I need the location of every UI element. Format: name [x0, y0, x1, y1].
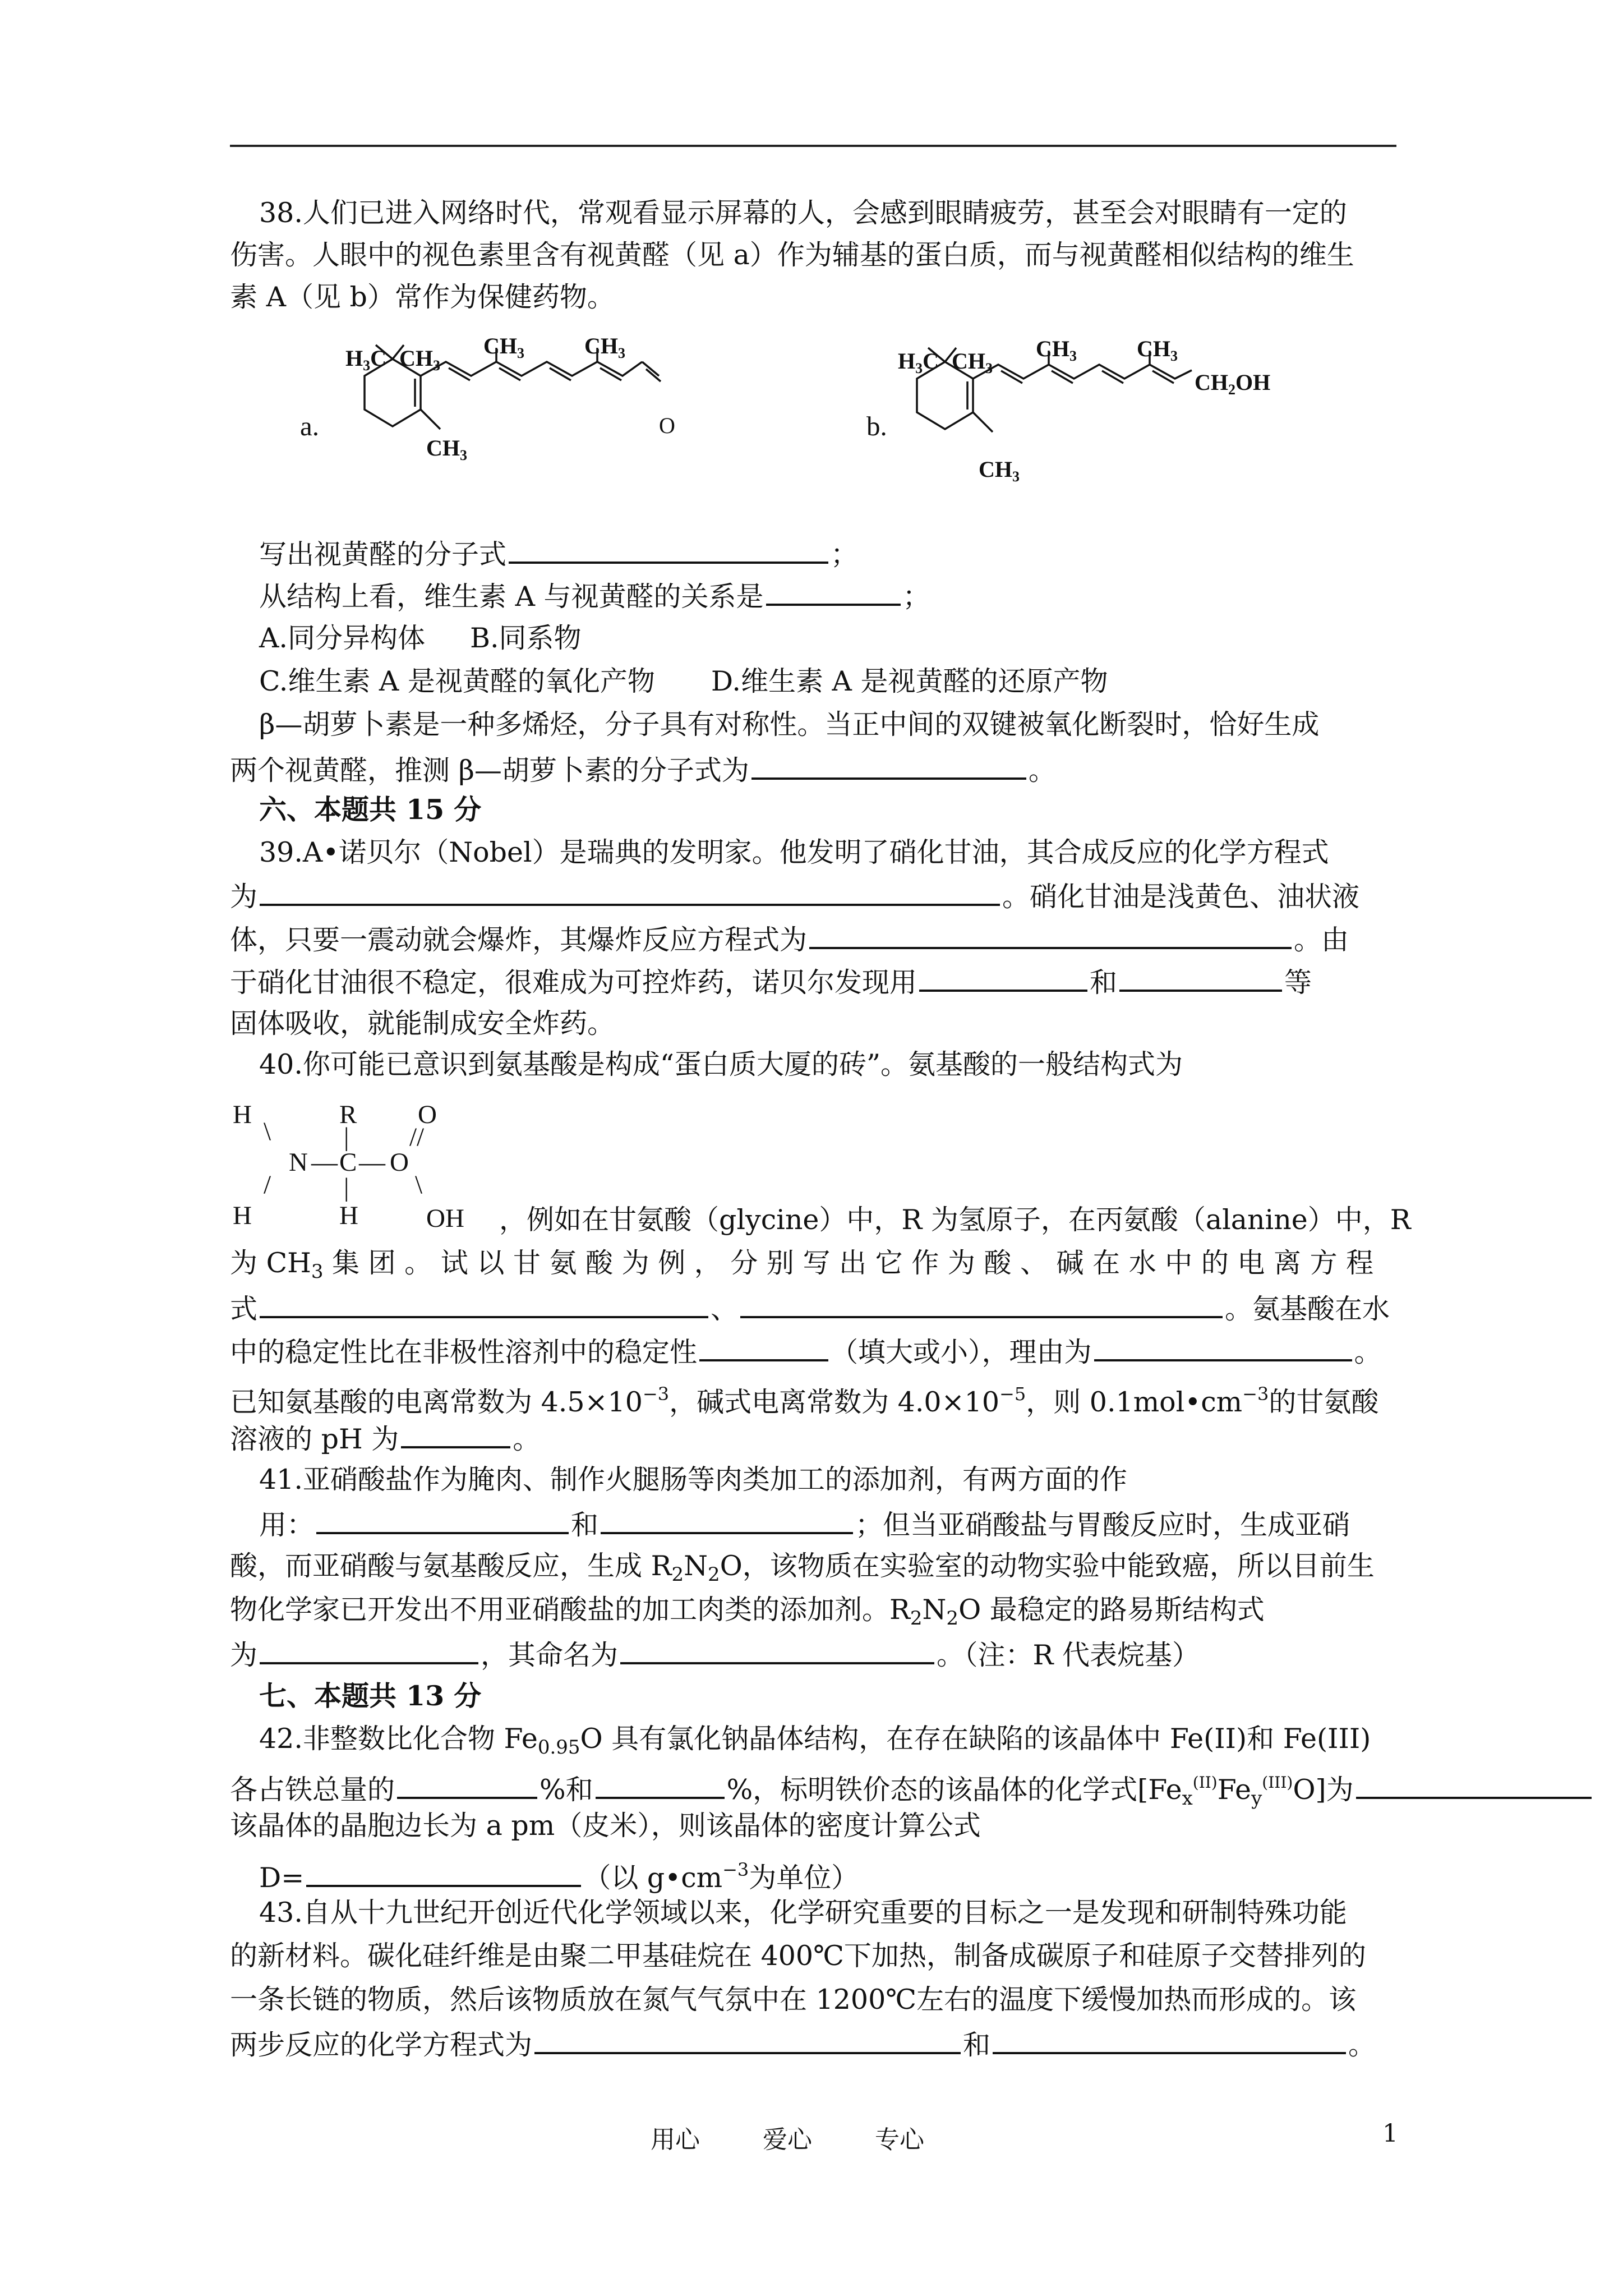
answer-blank-fe3-percent[interactable]: [596, 1771, 725, 1799]
page-number: 1: [1382, 2119, 1398, 2148]
q43-line2: 的新材料。碳化硅纤维是由聚二甲基硅烷在 400℃下加热，制备成碳原子和硅原子交替排列的: [230, 1940, 1366, 1972]
q38-s4: 两个视黄醛，推测 β—胡萝卜素的分子式为 。: [230, 752, 1056, 788]
q41-line3: 酸，而亚硝酸与氨基酸反应，生成 $R_2N_2O$，该物质在实验室的动物实验中能致癌，所以目前生: [230, 1550, 1375, 1586]
q40-line6: 已知氨基酸的电离常数为 $4.5\times 10^{-3}$，碱式电离常数为 $4.0\times 10^{-5}$，则 $0.1mol•cm^{-3}$的甘氨酸: [230, 1383, 1379, 1418]
answer-blank-crystal-formula[interactable]: [1356, 1771, 1592, 1799]
q39-line2: 为 。硝化甘油是浅黄色、油状液: [230, 878, 1359, 914]
header-rule: [230, 145, 1396, 147]
answer-blank-density-formula[interactable]: [306, 1859, 581, 1887]
svg-text:CH2OH: $CH_2OH$: [1195, 370, 1271, 398]
q42-line3: 该晶体的晶胞边长为 a pm（皮米），则该晶体的密度计算公式: [230, 1810, 981, 1842]
q41-line4: 物化学家已开发出不用亚硝酸盐的加工肉类的添加剂。$R_2N_2O$ 最稳定的路易斯结构式: [230, 1594, 1265, 1630]
q40-line4: 式 、 。氨基酸在水: [230, 1290, 1390, 1326]
q42-line1: 42.非整数比化合物 $Fe_{0.95}O$ 具有氯化钠晶体结构，在存在缺陷的该晶体中 Fe(II)和 Fe(III): [259, 1723, 1371, 1759]
svg-text:CH3: $CH_3$: [1036, 336, 1077, 364]
q41-line2: 用： 和 ；但当亚硝酸盐与胃酸反应时，生成亚硝: [259, 1506, 1350, 1542]
option-a: A.同分异构体: [259, 622, 425, 654]
vitamin-a-structure: [883, 331, 1298, 499]
q38-line3: 素 A（见 b）常作为保健药物。: [230, 281, 615, 313]
q43-line1: 43.自从十九世纪开创近代化学领域以来，化学研究重要的目标之一是发现和研制特殊功能: [259, 1897, 1347, 1929]
svg-text:CH3: $CH_3$: [426, 435, 467, 463]
answer-blank-retinal-formula[interactable]: [509, 536, 828, 564]
q42-line4: D= （以 $g•cm^{-3}$为单位）: [259, 1859, 859, 1894]
answer-blank-role-2[interactable]: [601, 1506, 853, 1534]
footer-motto-3: 专心: [875, 2125, 924, 2154]
q39-line4: 于硝化甘油很不稳定，很难成为可控炸药，诺贝尔发现用 和 等: [230, 964, 1312, 1000]
q38-line2: 伤害。人眼中的视色素里含有视黄醛（见 a）作为辅基的蛋白质，而与视黄醛相似结构的维生: [230, 239, 1354, 271]
q39-line5: 固体吸收，就能制成安全炸药。: [230, 1007, 615, 1039]
q39-line3: 体，只要一震动就会爆炸，其爆炸反应方程式为 。由: [230, 921, 1349, 957]
q43-line3: 一条长链的物质，然后该物质放在氮气气氛中在 1200℃左右的温度下缓慢加热而形成的。该: [230, 1984, 1357, 2016]
svg-text:CH3: $CH_3$: [979, 457, 1020, 485]
answer-blank-synthesis-equation[interactable]: [260, 878, 1000, 906]
answer-blank-acid-ionization[interactable]: [260, 1290, 708, 1318]
q40-line7: 溶液的 pH 为 。: [230, 1420, 540, 1456]
q38-line1: 38.人们已进入网络时代，常观看显示屏幕的人，会感到眼睛疲劳，甚至会对眼睛有一定的: [259, 197, 1347, 229]
section-7-heading: 七、本题共 13 分: [259, 1680, 482, 1712]
q40-line1: 40.你可能已意识到氨基酸是构成“蛋白质大厦的砖”。氨基酸的一般结构式为: [259, 1048, 1183, 1080]
answer-blank-relation[interactable]: [766, 578, 901, 606]
answer-blank-reason[interactable]: [1094, 1333, 1352, 1361]
svg-text:CH3: $CH_3$: [952, 348, 993, 376]
q40-line5: 中的稳定性比在非极性溶剂中的稳定性 （填大或小），理由为 。: [230, 1333, 1382, 1369]
answer-blank-fe2-percent[interactable]: [397, 1771, 537, 1799]
option-b: B.同系物: [469, 622, 582, 654]
svg-text:CH3: $CH_3$: [584, 333, 625, 361]
label-b: b.: [866, 411, 887, 441]
q39-line1: 39.A•诺贝尔（Nobel）是瑞典的发明家。他发明了硝化甘油，其合成反应的化学方程式: [259, 836, 1329, 868]
q41-line1: 41.亚硝酸盐作为腌肉、制作火腿肠等肉类加工的添加剂，有两方面的作: [259, 1464, 1127, 1496]
footer-motto-2: 爱心: [763, 2125, 812, 2154]
svg-text:O: O: [659, 413, 675, 438]
svg-text:H3C: $H_3C$: [345, 346, 387, 374]
answer-blank-carotene-formula[interactable]: [751, 752, 1026, 780]
answer-blank-absorbent-2[interactable]: [1119, 964, 1282, 992]
q38-s1: 写出视黄醛的分子式 ；: [259, 536, 858, 572]
option-c: C.维生素 A 是视黄醛的氧化产物: [259, 665, 655, 697]
answer-blank-explosion-equation[interactable]: [809, 921, 1292, 949]
q38-s3: β—胡萝卜素是一种多烯烃，分子具有对称性。当正中间的双键被氧化断裂时，恰好生成: [259, 708, 1320, 740]
answer-blank-step1-equation[interactable]: [534, 2026, 961, 2054]
option-d: D.维生素 A 是视黄醛的还原产物: [711, 665, 1108, 697]
q38-options-ab: [259, 622, 582, 655]
q40-line2: ，例如在甘氨酸（glycine）中，R 为氢原子，在丙氨酸（alanine）中，R: [499, 1204, 1411, 1236]
amino-acid-general-structure: H R O \ | // N — C — O / | \ H H OH: [233, 1100, 464, 1233]
answer-blank-stability[interactable]: [699, 1333, 828, 1361]
q41-line5: 为 ，其命名为 。（注：R 代表烷基）: [230, 1636, 1200, 1672]
answer-blank-role-1[interactable]: [316, 1506, 569, 1534]
q38-options-cd: [259, 665, 1108, 698]
section-6-heading: 六、本题共 15 分: [259, 793, 482, 826]
q43-line4: 两步反应的化学方程式为 和 。: [230, 2026, 1376, 2062]
footer-motto-1: 用心: [651, 2125, 700, 2154]
answer-blank-base-ionization[interactable]: [740, 1290, 1223, 1318]
svg-text:CH3: $CH_3$: [483, 333, 524, 361]
retinal-structure: [336, 331, 751, 499]
answer-blank-ph[interactable]: [401, 1420, 510, 1448]
svg-text:CH3: $CH_3$: [1137, 336, 1178, 364]
answer-blank-lewis-structure[interactable]: [260, 1636, 478, 1664]
answer-blank-compound-name[interactable]: [620, 1636, 934, 1664]
q38-s2: 从结构上看，维生素 A 与视黄醛的关系是 ；: [259, 578, 930, 614]
svg-text:CH3: $CH_3$: [399, 346, 440, 374]
answer-blank-step2-equation[interactable]: [993, 2026, 1346, 2054]
answer-blank-absorbent-1[interactable]: [919, 964, 1087, 992]
svg-text:H3C: $H_3C$: [898, 348, 939, 376]
q42-line2: 各占铁总量的 %和 %，标明铁价态的该晶体的化学式$[Fe_x^{(II)}Fe_y^{(III)}O]$为: [230, 1766, 1594, 1815]
label-a: a.: [300, 411, 319, 441]
q40-line3: 为 $CH_3$ 集 团 。 试 以 甘 氨 酸 为 例 ， 分 别 写 出 它 作 为 酸 、 碱 在 水 中 的 电 离 方 程: [230, 1247, 1374, 1283]
